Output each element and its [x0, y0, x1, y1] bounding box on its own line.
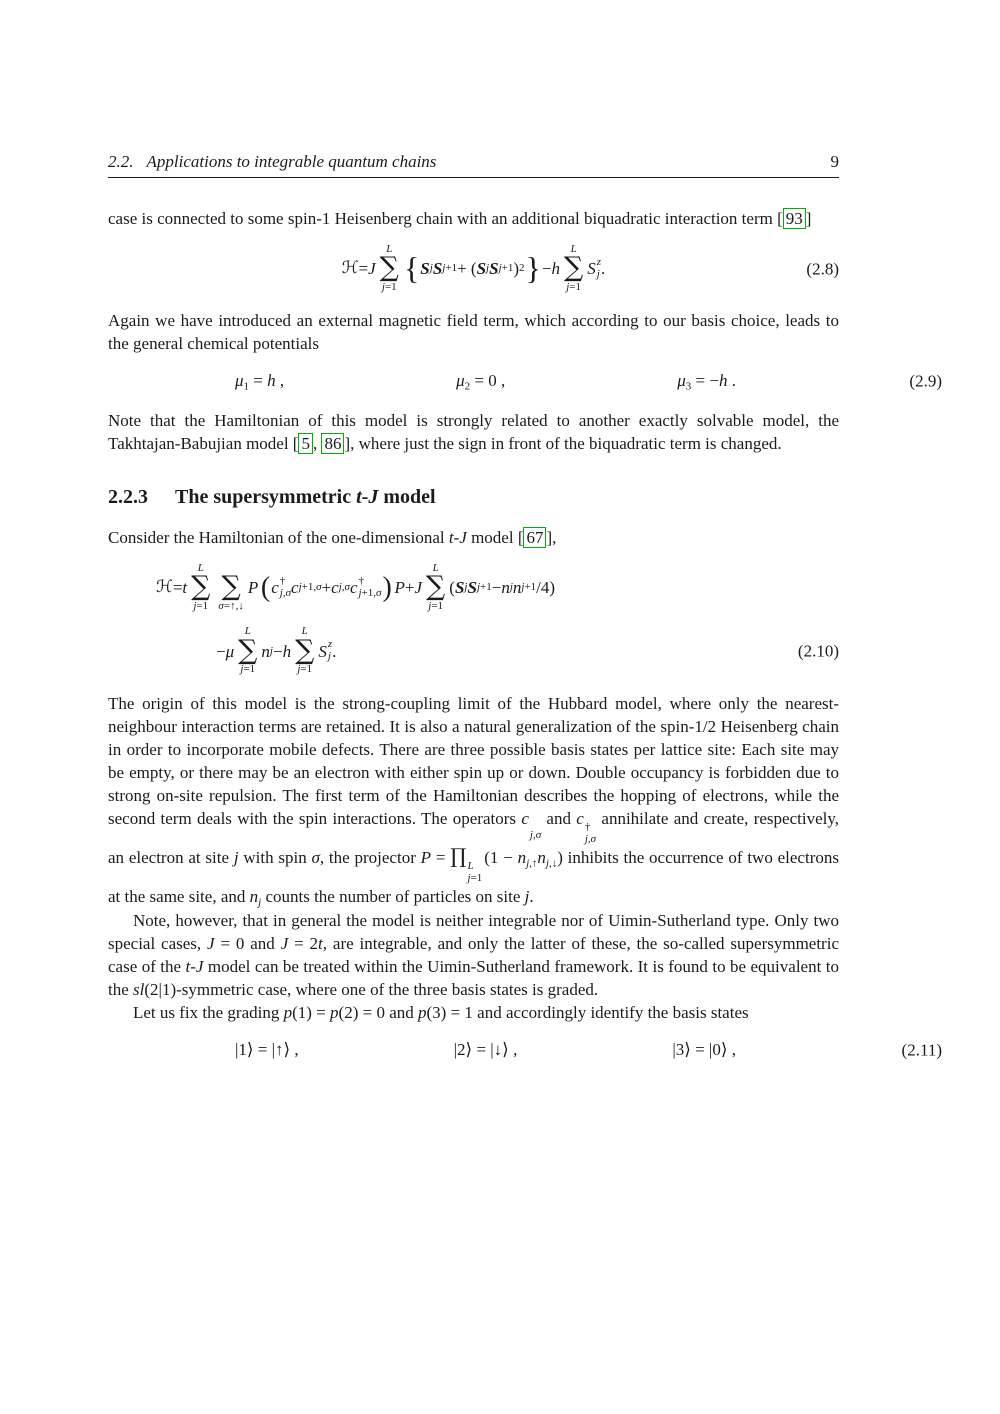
math-symbol: j — [442, 262, 446, 275]
math-symbol: σ — [316, 581, 322, 594]
equation-number: (2.11) — [901, 1040, 942, 1060]
math-script: j+1 — [498, 262, 514, 275]
math-symbol: j — [476, 581, 481, 594]
math-symbol: j — [338, 581, 342, 594]
summation-operator — [238, 625, 257, 676]
math-symbol: j — [584, 832, 588, 845]
equation-row — [108, 1037, 942, 1063]
math-symbol: j — [529, 828, 533, 841]
script-letter: P — [394, 578, 405, 598]
summation-operator — [191, 562, 210, 613]
math-symbol: j — [596, 267, 600, 280]
math-symbol: S — [489, 259, 499, 279]
math-symbol: n — [537, 848, 546, 868]
math-symbol: c — [576, 808, 584, 828]
math-symbol: c — [521, 808, 529, 828]
inline-math: P = ∏ L j=1 $(1 - n_{j,↑}n_{j,↓})$ — [420, 844, 563, 885]
equation-row — [108, 368, 942, 394]
header-section-number: 2.2. — [108, 152, 134, 171]
math-symbol: μ — [225, 641, 235, 661]
running-header — [108, 152, 839, 178]
page-body — [108, 207, 942, 1063]
inline-math: t-J — [448, 528, 467, 548]
math-symbol: h — [718, 371, 728, 391]
display-equation — [108, 562, 839, 676]
math-symbol: j — [297, 663, 301, 676]
math-symbol: L — [570, 243, 577, 255]
math-script: j+1 — [476, 581, 492, 594]
body-paragraph: Note, however, that in general the model is neither integrable nor of Uimin-Sutherland type. Only two special cases, J = 0 and J = 2t, are integrable, and only the latter of these, the so-called supersymmetric case of the t-J model can be treated within the Uimin-Sutherland framework. It is found to be equivalent to the sl(2|1)-symmetric case, where one of the three basis states is graded. — [108, 910, 839, 999]
text-column — [108, 152, 942, 1078]
math-symbol: S — [454, 578, 465, 598]
math-script: j+1,σ — [298, 581, 322, 594]
body-paragraph: case is connected to some spin-1 Heisenberg chain with an additional biquadratic interaction term [ 93 ] — [108, 209, 812, 228]
math-symbol: t — [318, 933, 323, 953]
equation-item: |3⟩ = |0⟩ , — [672, 1040, 736, 1060]
math-symbol: j — [545, 857, 549, 870]
math-symbol: j — [486, 262, 490, 275]
math-symbol: σ — [590, 832, 597, 845]
citation-link[interactable]: 5 — [298, 433, 313, 454]
math-symbol: σ — [535, 828, 542, 841]
big-delimiter: ) — [382, 571, 392, 603]
math-symbol: j — [498, 262, 502, 275]
math-symbol: L — [244, 625, 251, 638]
inline-math — [249, 887, 262, 909]
math-symbol: j — [258, 896, 262, 909]
sum-lower-limit: σ=↑,↓ — [218, 600, 244, 613]
math-symbol: n — [249, 887, 259, 907]
display-equation — [108, 243, 839, 294]
header-section-title: Applications to integrable quantum chains — [146, 152, 437, 171]
math-subsup-stack: L j=1 — [467, 860, 483, 885]
script-letter: P — [420, 848, 432, 868]
body-paragraph: Note that the Hamiltonian of this model is strongly related to another exactly solvable model, the Takhtajan-Babujian model [ 5 , 86 ], where just the sign in front of the biquadratic term is changed. — [108, 411, 839, 454]
section-heading-number: 2.2.3 — [108, 486, 148, 509]
equation-number: (2.8) — [806, 259, 839, 279]
math-script: 1 — [243, 380, 250, 393]
math-symbol: j — [467, 872, 471, 885]
script-letter: ℋ — [341, 258, 359, 279]
math-symbol: j — [193, 600, 197, 613]
sigma-glyph: ∑ — [563, 252, 584, 284]
math-symbol: j — [524, 887, 530, 907]
equation-item: |1⟩ = |↑⟩ , — [235, 1040, 299, 1060]
sum-lower-limit: j=1 — [297, 663, 313, 676]
math-symbol: S — [318, 641, 327, 661]
math-symbol: S — [476, 259, 487, 279]
body-paragraph: Consider the Hamiltonian of the one-dimensional t-J model [ 67 ], — [108, 528, 557, 548]
math-symbol: c — [271, 578, 279, 598]
math-script: 2 — [464, 380, 471, 393]
sum-lower-limit: j=1 — [193, 600, 209, 613]
sum-lower-limit: j=1 — [428, 600, 444, 613]
math-symbol: j — [327, 650, 331, 662]
math-symbol: J — [414, 578, 422, 598]
math-subsup-stack — [597, 257, 601, 281]
inline-math — [521, 808, 542, 841]
header-title — [108, 152, 436, 172]
math-symbol: c — [349, 578, 358, 598]
math-script: 3 — [685, 380, 692, 393]
math-symbol: μ — [677, 371, 686, 391]
math-symbol: j — [279, 586, 283, 599]
math-symbol: j — [428, 600, 432, 613]
math-symbol: z — [327, 638, 333, 651]
summation-operator — [295, 625, 314, 676]
math-script: j,σ — [338, 581, 350, 594]
math-symbol: ∏ — [450, 844, 467, 869]
display-equation — [108, 368, 942, 394]
citation-link[interactable]: 93 — [783, 208, 806, 229]
math-symbol: j — [526, 857, 530, 870]
math-symbol: J — [195, 956, 204, 976]
math-symbol: L — [467, 860, 474, 873]
math-symbol: L — [301, 625, 308, 638]
math-symbol: t — [185, 956, 191, 976]
citation-link[interactable]: 67 — [523, 527, 546, 548]
math-symbol: j — [429, 262, 433, 275]
math-symbol: σ — [344, 581, 350, 594]
math-symbol: p — [418, 1002, 427, 1022]
math-script: 2 — [519, 262, 525, 275]
math-symbol: L — [386, 243, 393, 255]
math-symbol: c — [291, 578, 299, 598]
math-symbol: t — [448, 528, 454, 548]
math-script: j,↑ — [526, 857, 538, 870]
math-symbol: sl — [133, 979, 145, 999]
sigma-glyph: ∑ — [379, 252, 399, 284]
math-symbol: S — [467, 578, 477, 598]
math-subsup-stack: † j,σ — [279, 574, 292, 599]
math-symbol: σ — [285, 586, 292, 599]
body-paragraph: The origin of this model is the strong-coupling limit of the Hubbard model, where only the nearest-neighbour interaction terms are retained. It is also a natural generalization of the spin-1/2 Heisenberg chain in order to incorporate mobile defects. There are three possible basis states per lattice site: Each site may be empty, or there may be an electron with either spin up or down. Double occupancy is forbidden due to strong on-site repulsion. The first term of the Hamiltonian describes the hopping of electrons, while the second term deals with the spin interactions. The operators c j,σ and c † j,σ annihilate and create, respectively, an electron at site j with spin σ, the projector P = ∏ L j=1 $(1 - n_{j,↑}n_{j,↓})$ inhibits the occurrence of two electrons at the same site, and $n_j$ counts the number of particles on site j. — [108, 693, 839, 909]
math-subsup-stack: † j,σ — [584, 820, 597, 845]
math-symbol: j — [381, 281, 385, 294]
math-symbol: h — [551, 259, 560, 279]
sum-lower-limit: j=1 — [566, 281, 582, 294]
math-symbol: j — [521, 581, 525, 594]
math-subsup-stack — [328, 639, 332, 663]
math-subsup-stack: † j+1,σ — [358, 574, 382, 599]
summation-operator — [380, 243, 399, 294]
equation-item: $\mu_2 = 0$ , — [456, 371, 506, 393]
math-script — [270, 646, 273, 657]
math-symbol: S — [420, 259, 430, 279]
math-script: j,↓ — [545, 857, 558, 870]
sum-lower-limit: j=1 — [240, 663, 256, 676]
equation-line: − μ L ∑ j=1 n j − h L ∑ j=1 S z j . (2.10) — [216, 625, 839, 676]
section-heading — [108, 485, 839, 509]
section-heading-title: The supersymmetric t-J model — [175, 486, 436, 509]
big-delimiter: ( — [260, 571, 271, 603]
equation-line: ℋ = t L ∑ j=1 ∑ σ=↑,↓ P ( c † j,σ c j+1,σ + c j,σ c † j+1,σ ) P + J L ∑ j=1 ( S j S j+1 − n j n j+1 /4) — [156, 562, 556, 613]
math-symbol: j — [358, 586, 362, 599]
math-symbol: n — [517, 848, 527, 868]
equation-item: |2⟩ = |↓⟩ , — [453, 1040, 518, 1060]
summation-operator — [564, 243, 583, 294]
equation-number: (2.10) — [797, 641, 839, 661]
math-symbol: μ — [456, 371, 465, 391]
math-symbol: L — [197, 562, 204, 575]
inline-math — [576, 808, 597, 845]
sigma-glyph: ∑ — [426, 571, 446, 603]
equation-item: $\mu_3 = -h$ . — [677, 371, 736, 393]
math-symbol: S — [432, 259, 443, 279]
math-symbol: c — [331, 578, 339, 598]
math-symbol: n — [501, 578, 510, 598]
math-symbol: J — [207, 933, 215, 953]
citation-link[interactable]: 86 — [321, 433, 344, 454]
page-number: 9 — [830, 152, 839, 171]
summation-operator — [218, 562, 243, 613]
sum-lower-limit: j=1 — [381, 281, 397, 294]
script-letter: P — [247, 578, 259, 598]
math-symbol: j — [566, 281, 570, 294]
math-symbol: σ — [218, 600, 224, 613]
display-equation — [108, 1037, 942, 1063]
equation-item: $\mu_1 = h$ , — [235, 371, 285, 393]
body-paragraph: Again we have introduced an external magnetic field term, which according to our basis choice, leads to the general chemical potentials — [108, 311, 839, 354]
math-symbol: p — [283, 1002, 293, 1022]
math-symbol: p — [330, 1002, 339, 1022]
math-symbol: t — [182, 578, 188, 598]
math-symbol: S — [587, 259, 596, 279]
math-symbol: L — [432, 562, 439, 575]
math-symbol: z — [596, 255, 602, 268]
math-symbol: t — [356, 486, 362, 509]
math-symbol: j — [233, 848, 239, 868]
sigma-glyph: ∑ — [238, 634, 258, 666]
math-symbol: j — [298, 581, 302, 594]
math-script — [258, 897, 261, 909]
big-delimiter: { — [403, 250, 420, 287]
math-subsup-stack: j,σ — [529, 828, 542, 841]
sigma-glyph: ∑ — [191, 571, 211, 603]
summation-operator — [426, 562, 445, 613]
math-symbol: n — [512, 578, 522, 598]
math-symbol: σ — [311, 848, 320, 868]
math-symbol: j — [269, 644, 273, 657]
math-symbol: μ — [235, 371, 244, 391]
math-symbol: J — [368, 259, 376, 279]
equation-number: (2.9) — [909, 371, 942, 391]
math-symbol: j — [240, 663, 244, 676]
big-delimiter: } — [525, 250, 541, 287]
math-script: j+1 — [521, 581, 537, 594]
math-script: j+1 — [442, 262, 458, 275]
sigma-glyph: ∑ — [221, 571, 241, 603]
equation-line: ℋ = J L ∑ j=1 { S j S j+1 + ( S j S j+1 ) 2 } − h L ∑ j=1 S z j . (2.8) — [341, 243, 839, 294]
math-symbol: j — [464, 581, 468, 594]
math-symbol: σ — [376, 586, 382, 599]
math-symbol: h — [282, 641, 292, 661]
inline-math: t-J — [185, 956, 204, 976]
math-symbol: j — [509, 581, 513, 594]
math-symbol: n — [261, 641, 270, 661]
sigma-glyph: ∑ — [295, 634, 315, 666]
math-symbol: J — [368, 486, 379, 509]
script-letter: ℋ — [156, 577, 173, 598]
math-symbol: h — [267, 371, 276, 391]
math-symbol: J — [280, 933, 289, 953]
math-symbol: J — [459, 528, 467, 548]
body-paragraph: Let us fix the grading p(1) = p(2) = 0 and p(3) = 1 and accordingly identify the basis states — [133, 1002, 749, 1022]
